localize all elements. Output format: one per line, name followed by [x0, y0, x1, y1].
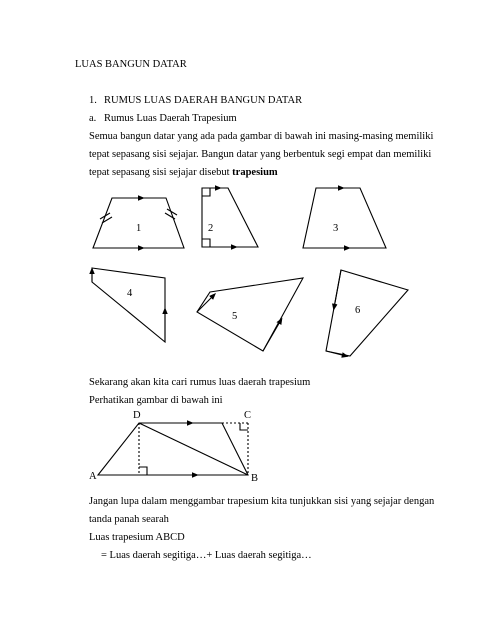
figure-label-6: 6	[355, 305, 361, 316]
text3-line-3: Luas trapesium ABCD	[89, 532, 185, 543]
trapezoid-4	[92, 268, 165, 342]
vertex-label-a: A	[89, 471, 97, 482]
trapezoid-abcd	[98, 423, 248, 475]
vertex-label-d: D	[133, 410, 141, 421]
page-title: LUAS BANGUN DATAR	[75, 59, 187, 70]
subsection-title: Rumus Luas Daerah Trapesium	[104, 113, 237, 124]
vertex-label-b: B	[251, 473, 259, 484]
intro-line-2: tepat sepasang sisi sejajar. Bangun datar yang berbentuk segi empat dan memiliki	[89, 149, 432, 160]
text2-line-1: Sekarang akan kita cari rumus luas daerah trapesium	[89, 377, 311, 388]
subsection-letter: a.	[89, 113, 97, 124]
intro-line-3-text: tepat sepasang sisi sejajar disebut	[89, 167, 233, 178]
trapezoid-6	[326, 270, 408, 356]
trapezoid-2	[202, 188, 258, 247]
text3-line-2: tanda panah searah	[89, 514, 169, 525]
trapesium-term: trapesium	[232, 167, 278, 178]
text3-line-4: = Luas daerah segitiga…+ Luas daerah segitiga…	[101, 550, 312, 561]
figure-label-2: 2	[208, 223, 214, 234]
text2-line-2: Perhatikan gambar di bawah ini	[89, 395, 223, 406]
figure-label-4: 4	[127, 288, 133, 299]
figure-label-5: 5	[232, 311, 238, 322]
figure-label-3: 3	[333, 223, 339, 234]
text3-line-1: Jangan lupa dalam menggambar trapesium kita tunjukkan sisi yang sejajar dengan	[89, 496, 435, 507]
intro-line-1: Semua bangun datar yang ada pada gambar di bawah ini masing-masing memiliki	[89, 131, 434, 142]
section-title: RUMUS LUAS DAERAH BANGUN DATAR	[104, 95, 303, 106]
figure-label-1: 1	[136, 223, 142, 234]
trapezoid-3	[303, 188, 386, 248]
trapezoid-5	[197, 278, 303, 351]
vertex-label-c: C	[244, 410, 252, 421]
section-number: 1.	[89, 95, 97, 106]
